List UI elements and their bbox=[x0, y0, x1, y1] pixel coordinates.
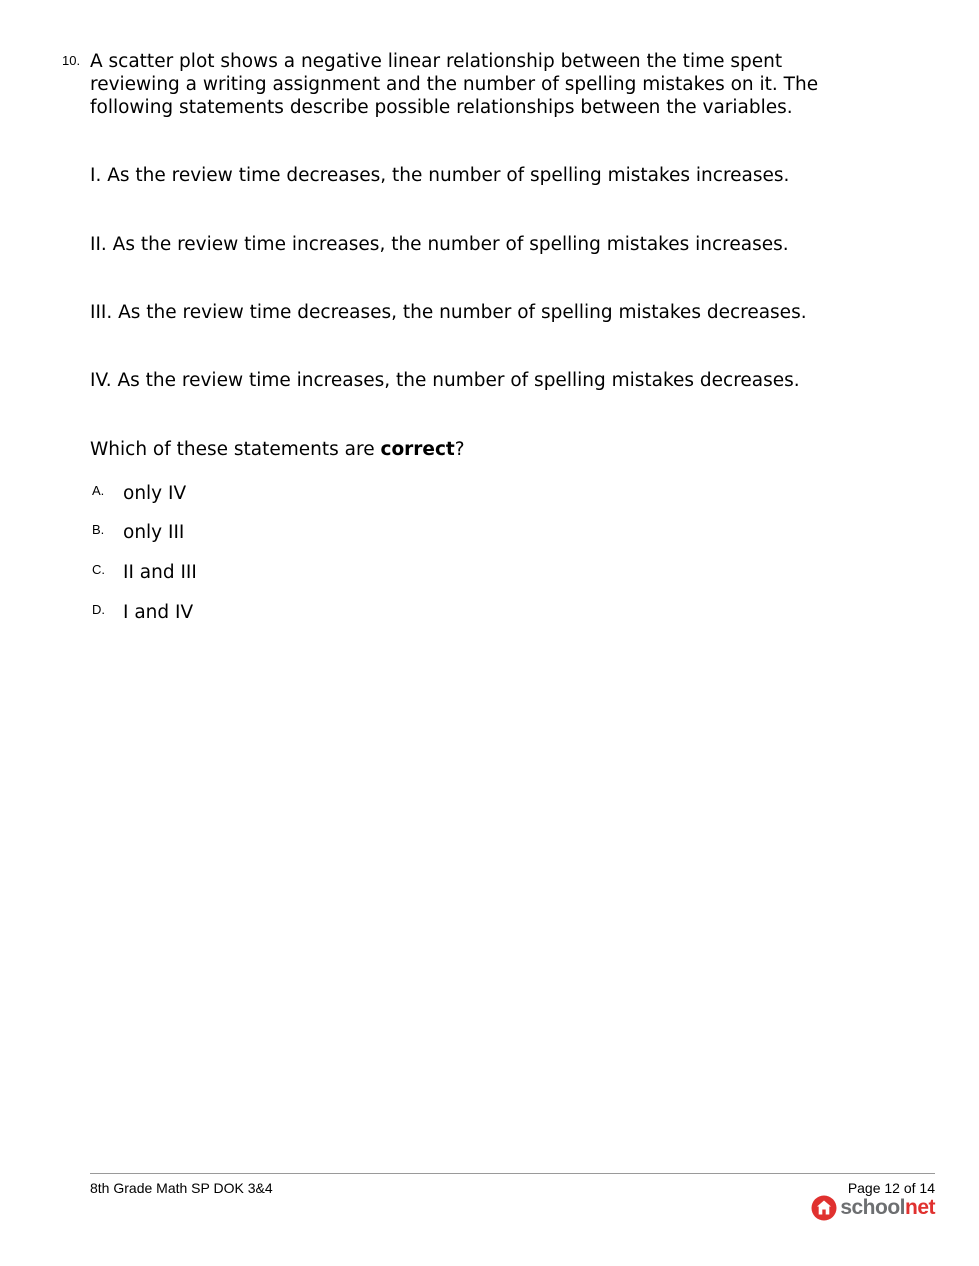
question-number: 10. bbox=[62, 53, 81, 68]
question-stem: A scatter plot shows a negative linear relationship between the time spent reviewing a writing assignment and the number of spelling mistakes on it. The following statements describe possible relationships between the variables. bbox=[90, 51, 819, 118]
choice-text: only IV bbox=[123, 483, 187, 504]
logo-wordmark bbox=[840, 1196, 935, 1220]
statement-1: I. As the review time decreases, the number of spelling mistakes increases. bbox=[90, 165, 790, 186]
choice-letter: B. bbox=[92, 522, 105, 537]
prompt-emphasis: correct bbox=[380, 439, 455, 460]
prompt-end: ? bbox=[454, 439, 465, 460]
house-icon bbox=[811, 1195, 837, 1221]
logo-net: net bbox=[905, 1196, 935, 1219]
prompt-text: Which of these statements are bbox=[90, 439, 381, 460]
choice-text: I and IV bbox=[123, 602, 194, 623]
choice-letter: C. bbox=[92, 562, 105, 577]
footer-divider bbox=[90, 1173, 935, 1174]
statement-2: II. As the review time increases, the number of spelling mistakes increases. bbox=[90, 234, 789, 255]
choice-text: II and III bbox=[123, 562, 197, 583]
schoolnet-logo bbox=[811, 1194, 935, 1222]
choice-text: only III bbox=[123, 522, 185, 543]
footer-title: 8th Grade Math SP DOK 3&4 bbox=[90, 1180, 273, 1196]
page-number: Page 12 of 14 bbox=[847, 1180, 935, 1196]
statement-3: III. As the review time decreases, the number of spelling mistakes decreases. bbox=[90, 302, 807, 323]
logo-school: school bbox=[840, 1196, 905, 1219]
choice-letter: A. bbox=[92, 483, 105, 498]
choice-letter: D. bbox=[92, 602, 105, 617]
statement-4: IV. As the review time increases, the number of spelling mistakes decreases. bbox=[90, 370, 800, 391]
question-prompt bbox=[90, 438, 830, 461]
